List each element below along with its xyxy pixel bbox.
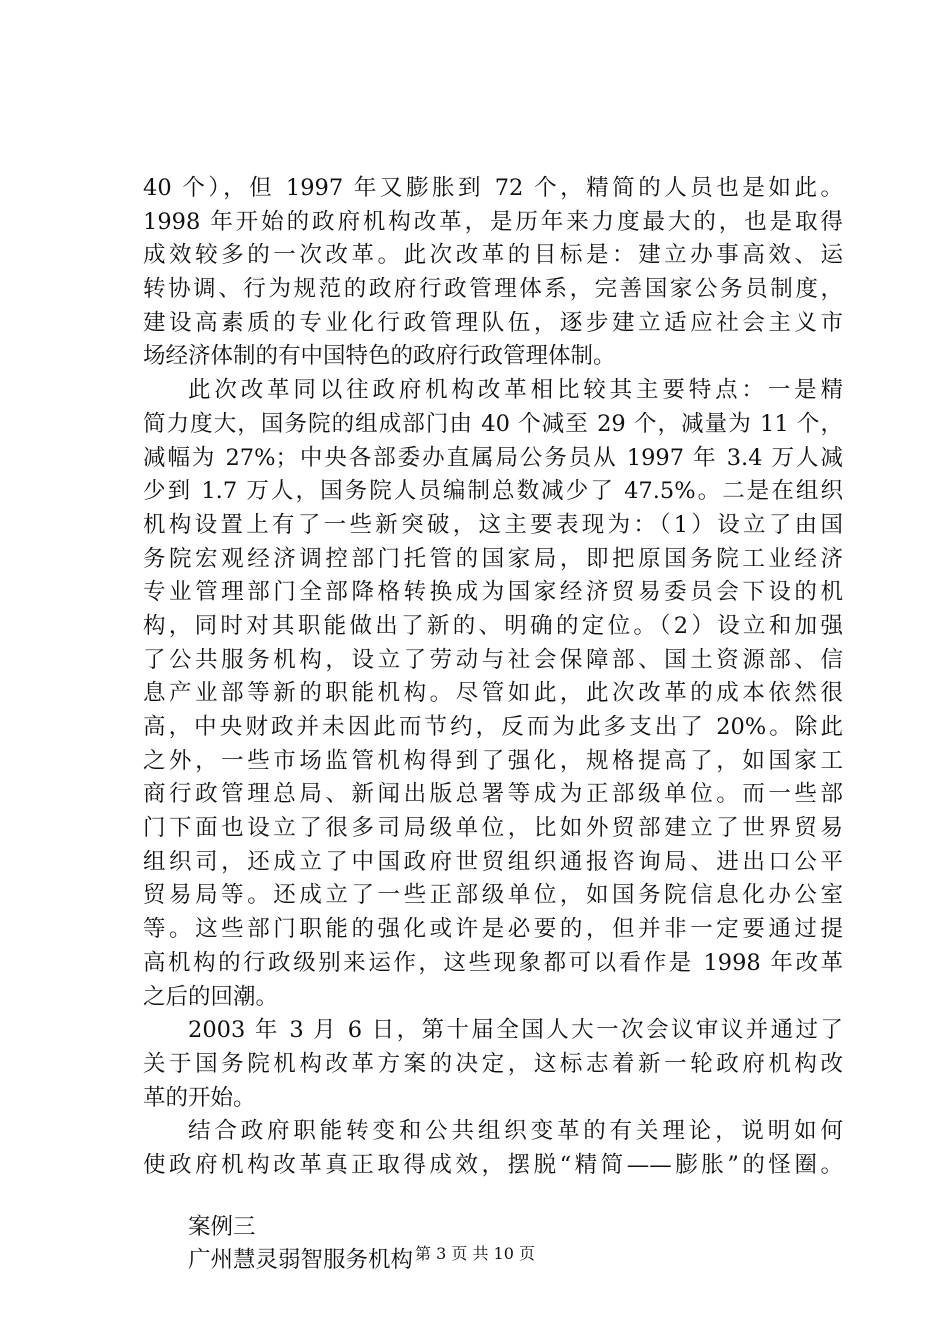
text-line: 转协调、行为规范的政府行政管理体系，完善国家公务员制度， bbox=[143, 276, 843, 303]
text-line: 门下面也设立了很多司局级单位，比如外贸部建立了世界贸易 bbox=[143, 815, 843, 842]
text-line: 减幅为 27%；中央各部委办直属局公务员从 1997 年 3.4 万人减 bbox=[143, 444, 843, 471]
text-line: 成效较多的一次改革。此次改革的目标是：建立办事高效、运 bbox=[143, 242, 843, 269]
text-line: 机构设置上有了一些新突破，这主要表现为：（1）设立了由国 bbox=[143, 511, 843, 538]
page-number-footer: 第 3 页 共 10 页 bbox=[415, 1244, 535, 1263]
text-line: 息产业部等新的职能机构。尽管如此，此次改革的成本依然很 bbox=[143, 680, 843, 707]
text-line: 1998 年开始的政府机构改革，是历年来力度最大的，也是取得 bbox=[143, 208, 843, 235]
paragraph-first-line: 结合政府职能转变和公共组织变革的有关理论，说明如何 bbox=[188, 1118, 843, 1145]
text-line: 了公共服务机构，设立了劳动与社会保障部、国土资源部、信 bbox=[143, 646, 843, 673]
text-line: 务院宏观经济调控部门托管的国家局，即把原国务院工业经济 bbox=[143, 545, 843, 572]
text-line: 高机构的行政级别来运作，这些现象都可以看作是 1998 年改革 bbox=[143, 949, 843, 976]
body-text bbox=[143, 172, 843, 1278]
text-line: 革的开始。 bbox=[143, 1084, 256, 1111]
text-line: 高，中央财政并未因此而节约，反而为此多支出了 20%。除此 bbox=[143, 714, 843, 740]
text-line: 之后的回潮。 bbox=[143, 983, 279, 1010]
text-line: 关于国务院机构改革方案的决定，这标志着新一轮政府机构改 bbox=[143, 1050, 843, 1077]
text-line: 场经济体制的有中国特色的政府行政管理体制。 bbox=[143, 343, 616, 370]
text-line: 少到 1.7 万人，国务院人员编制总数减少了 47.5%。二是在组织 bbox=[143, 478, 843, 505]
paragraph-first-line: 2003 年 3 月 6 日，第十届全国人大一次会议审议并通过了 bbox=[188, 1017, 843, 1044]
text-line: 之外，一些市场监管机构得到了强化，规格提高了，如国家工 bbox=[143, 747, 843, 774]
text-line: 贸易局等。还成立了一些正部级单位，如国务院信息化办公室 bbox=[143, 882, 843, 909]
text-line: 组织司，还成立了中国政府世贸组织通报咨询局、进出口公平 bbox=[143, 848, 843, 875]
paragraph-first-line: 此次改革同以往政府机构改革相比较其主要特点：一是精 bbox=[188, 377, 843, 404]
text-line: 40 个），但 1997 年又膨胀到 72 个，精简的人员也是如此。 bbox=[143, 175, 843, 201]
section-spacer bbox=[143, 1183, 843, 1211]
case-title: 广州慧灵弱智服务机构 bbox=[188, 1247, 414, 1274]
text-line: 商行政管理总局、新闻出版总署等成为正部级单位。而一些部 bbox=[143, 781, 843, 808]
text-line: 构，同时对其职能做出了新的、明确的定位。（2）设立和加强 bbox=[143, 612, 843, 639]
text-line: 简力度大，国务院的组成部门由 40 个减至 29 个，减量为 11 个， bbox=[143, 410, 843, 437]
text-line: 使政府机构改革真正取得成效，摆脱“精简——膨胀”的怪圈。 bbox=[143, 1151, 843, 1178]
text-line: 专业管理部门全部降格转换成为国家经济贸易委员会下设的机 bbox=[143, 579, 843, 606]
case-heading: 案例三 bbox=[188, 1213, 256, 1240]
text-line: 等。这些部门职能的强化或许是必要的，但并非一定要通过提 bbox=[143, 916, 843, 943]
text-line: 建设高素质的专业化行政管理队伍，逐步建立适应社会主义市 bbox=[143, 309, 843, 336]
